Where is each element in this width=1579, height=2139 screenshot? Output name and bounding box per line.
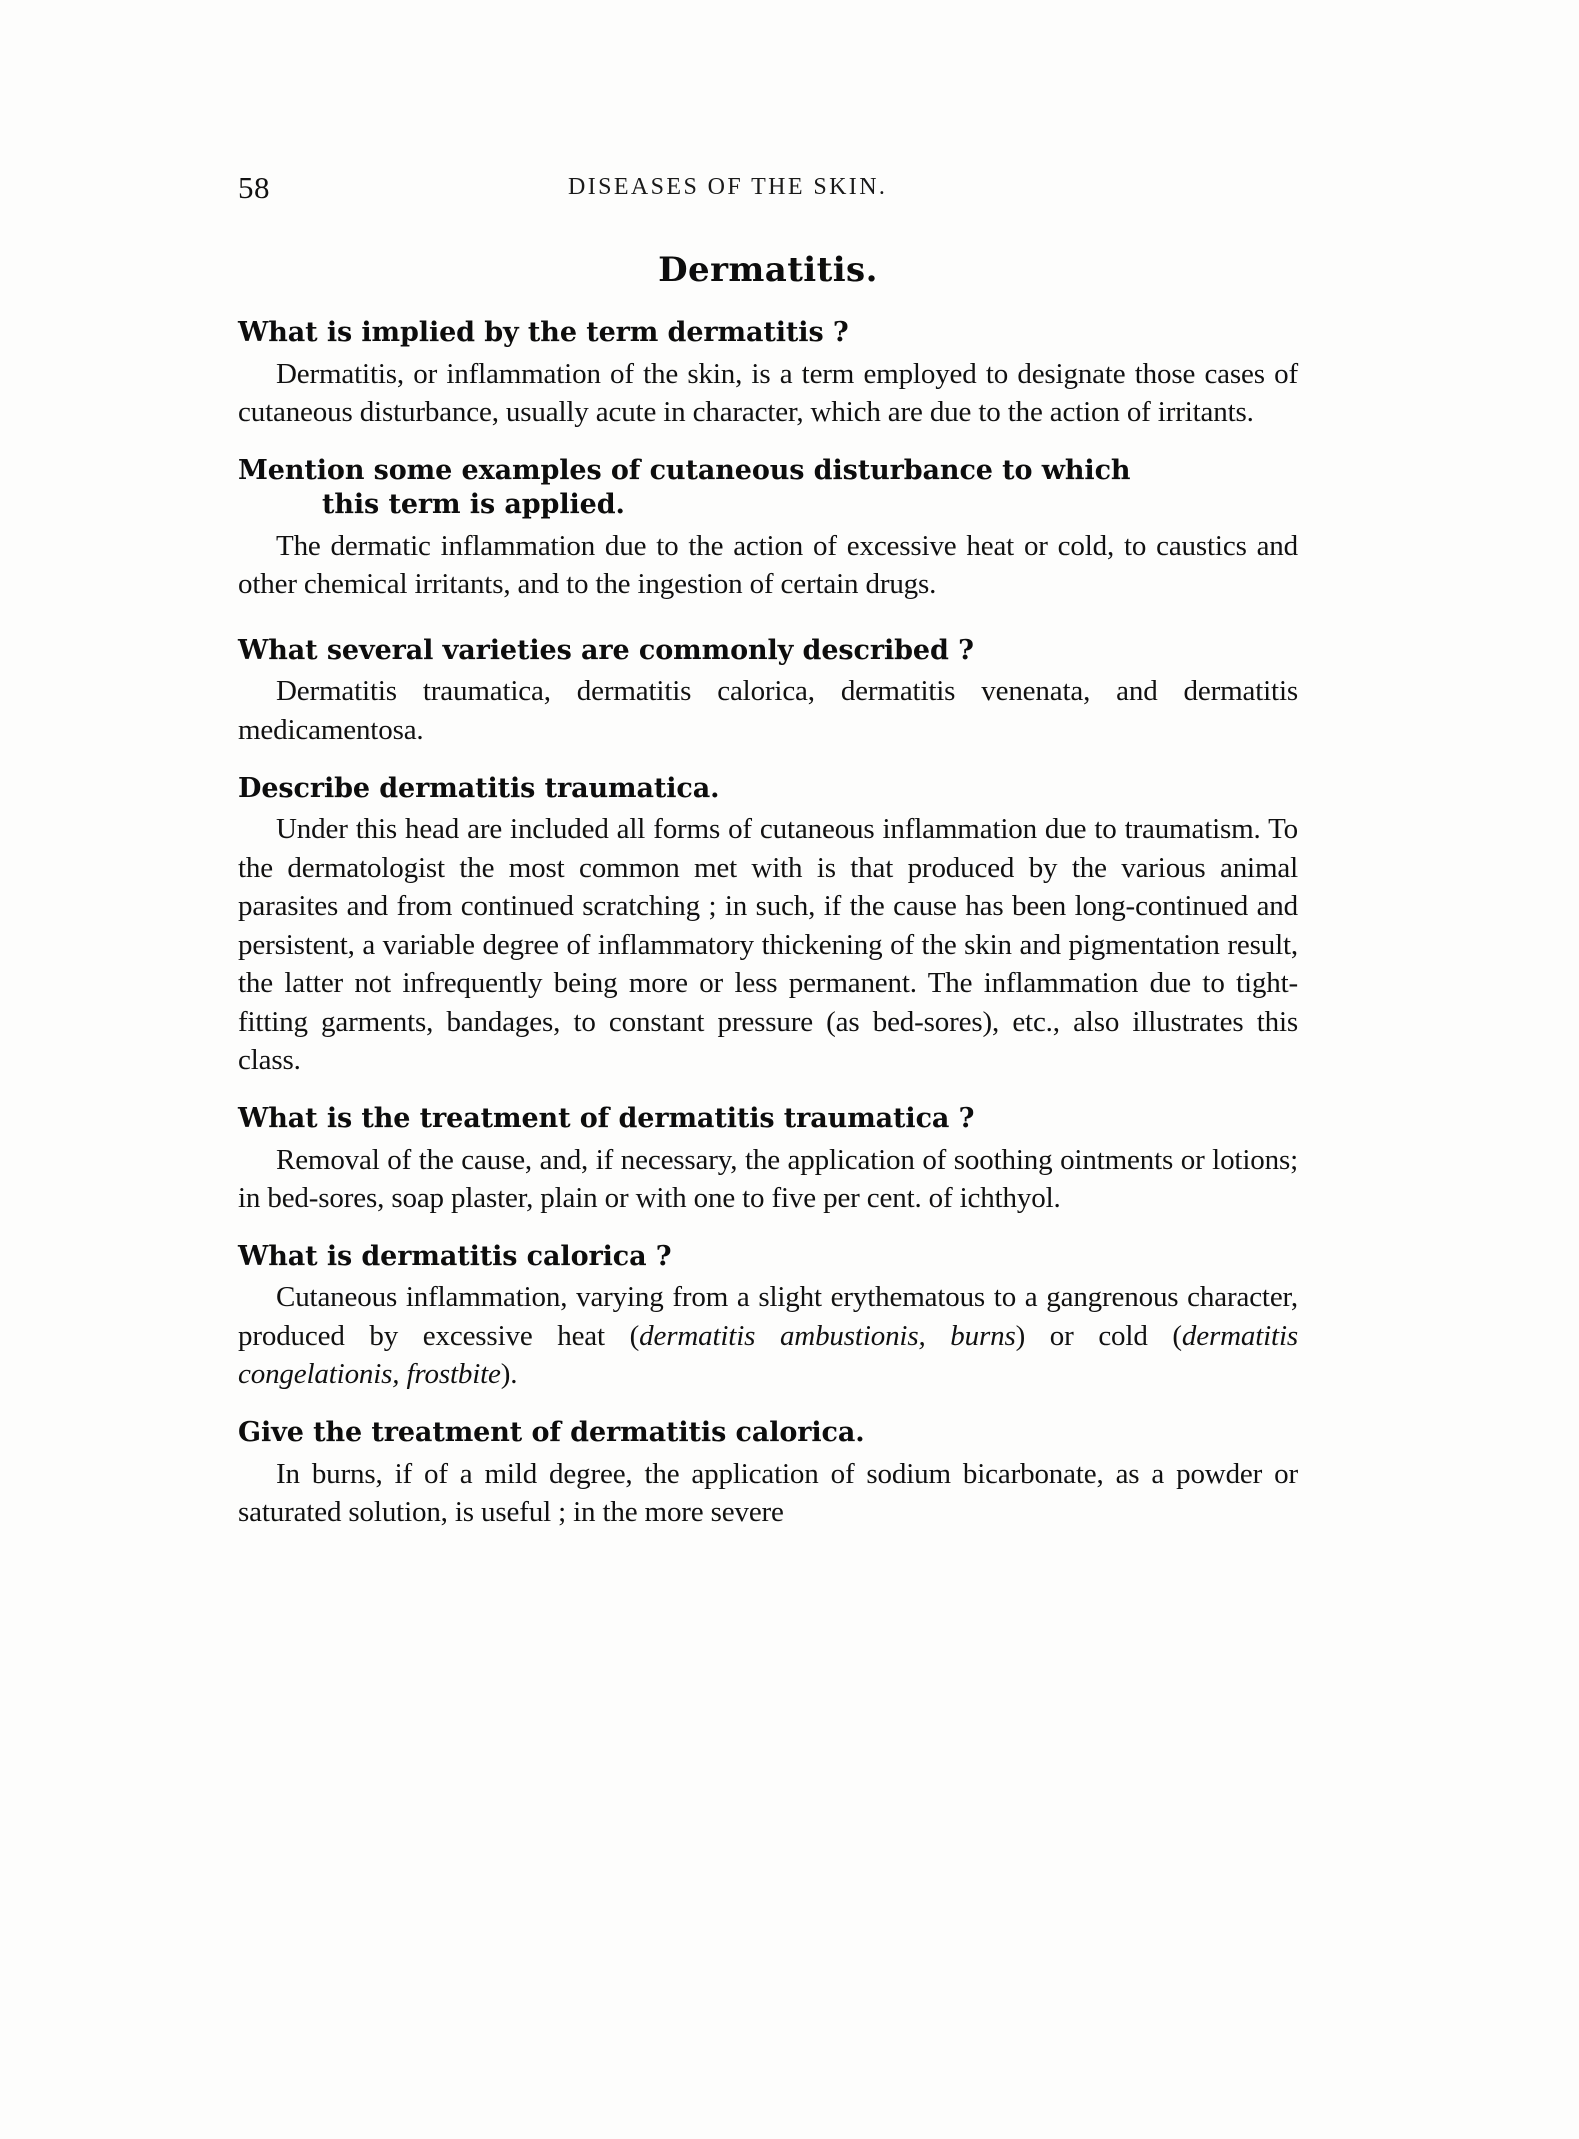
qa-entry-3: [238, 634, 1298, 750]
qa-entry-1: [238, 316, 1298, 432]
answer-text: The dermatic inflammation due to the action of excessive heat or cold, to caustics and other chemical irritants, and to the ingestion of certain drugs.: [238, 529, 1298, 601]
answer-text: Under this head are included all forms of cutaneous inflammation due to traumatism. To the dermatologist the most common met with is that produced by the various animal parasites and from continued scratching ; in such, if the cause has been long-continued and persistent, a variable degree of inflammatory thickening of the skin and pigmentation result, the latter not infrequently being more or less permanent. The inflammation due to tight-fitting garments, bandages, to constant pressure (as bed-sores), etc., also illustrates this class.: [238, 813, 1298, 1077]
question-text: What several varieties are commonly described ?: [238, 634, 974, 666]
question-text: Describe dermatitis traumatica.: [238, 772, 720, 804]
answer-text: Dermatitis, or inflammation of the skin, is a term employed to designate those cases of cutaneous disturbance, usually acute in character, which are due to the action of irritants.: [238, 357, 1298, 429]
answer-text: In burns, if of a mild degree, the application of sodium bicarbonate, as a powder or saturated solution, is useful ; in the more severe: [238, 1457, 1298, 1529]
page-number: 58: [238, 170, 270, 205]
question-text: What is implied by the term dermatitis ?: [238, 317, 849, 348]
qa-entry-6: [238, 1240, 1298, 1394]
question-text: What is dermatitis calorica ?: [238, 1240, 672, 1272]
answer-text: Cutaneous inflammation, varying from a slight erythematous to a gangrenous character, produced by excessive heat (dermatitis ambustionis, burns) or cold (dermatitis congelationis, frostbite).: [238, 1281, 1298, 1391]
qa-entry-5: [238, 1102, 1298, 1218]
running-head: [238, 168, 1298, 208]
qa-entry-7: [238, 1416, 1298, 1532]
page-content: [238, 168, 1298, 1554]
question-line-1: Mention some examples of cutaneous disturbance to which: [238, 454, 1131, 486]
running-head-title: DISEASES OF THE SKIN.: [568, 174, 888, 200]
question-line-2: this term is applied.: [322, 489, 625, 521]
answer-text: Dermatitis traumatica, dermatitis calorica, dermatitis venenata, and dermatitis medicamentosa.: [238, 675, 1298, 746]
question-text: Give the treatment of dermatitis calorica.: [238, 1416, 865, 1448]
qa-entry-2: [238, 454, 1298, 604]
question-text: What is the treatment of dermatitis traumatica ?: [238, 1103, 975, 1135]
question-text: [238, 454, 1298, 523]
answer-text: Removal of the cause, and, if necessary, the application of soothing ointments or lotions; in bed-sores, soap plaster, plain or with one to five per cent. of ichthyol.: [238, 1143, 1298, 1215]
qa-entry-4: [238, 772, 1298, 1080]
chapter-title: Dermatitis.: [658, 250, 878, 290]
